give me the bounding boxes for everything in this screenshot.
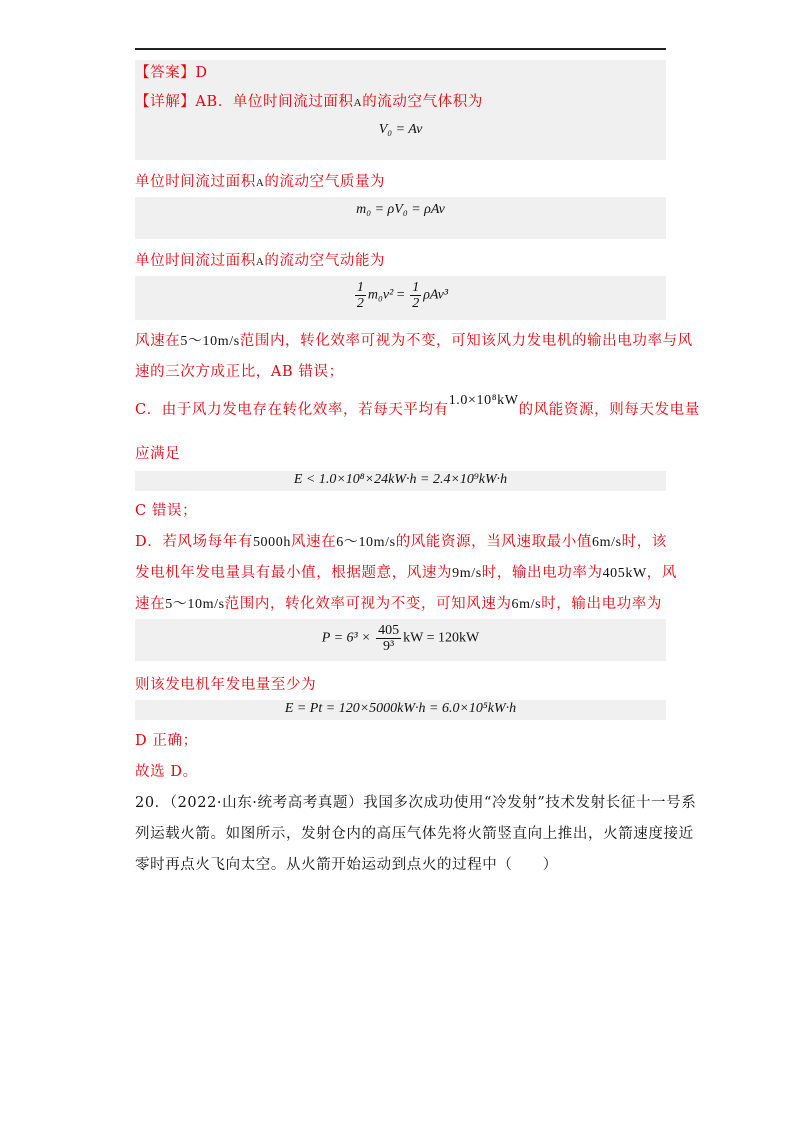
option-c-line-1: C．由于风力发电存在转化效率，若每天平均有1.0×10⁸kW的风能资源，则每天发电量: [135, 393, 700, 418]
choose-d: 故选 D。: [135, 764, 198, 780]
question-20-line-3: 零时再点火飞向太空。从火箭开始运动到点火的过程中（ ）: [135, 857, 558, 873]
answer-value: D: [195, 65, 208, 81]
equals-sign: =: [396, 287, 405, 303]
ke-line: [135, 251, 666, 272]
detail-text-2: 的流动空气体积为: [362, 94, 483, 110]
mass-line: [135, 172, 666, 193]
math-inline: 1.0×10⁸kW: [448, 393, 519, 408]
answer-tag: 【答案】: [135, 65, 196, 81]
wind-line-2: 速的三次方成正比，AB 错误；: [135, 364, 344, 380]
mass-text: 单位时间流过面积: [135, 174, 256, 190]
option-d-line-2: 发电机年发电量具有最小值，根据题意，风速为9m/s时，输出电功率为405kW，风: [135, 565, 677, 581]
symbol-a: A: [255, 256, 265, 268]
ke-right: ρAv³: [423, 287, 449, 303]
equation-energy-year: E = Pt = 120×5000kW·h = 6.0×10⁵kW·h: [284, 701, 517, 716]
math-inline: 5～10m/s: [180, 334, 240, 349]
fraction-half-2: $\frac{1}{2}$: [412, 280, 420, 311]
option-d-line-1: D．若风场每年有5000h风速在6～10m/s的风能资源，当风速取最小值6m/s时，该: [135, 534, 667, 550]
answer-line: [135, 63, 666, 83]
question-20-line-2: 列运载火箭。如图所示，发射仓内的高压气体先将火箭竖直向上推出，火箭速度接近: [135, 826, 694, 842]
ke-left: m₀v²: [367, 287, 394, 303]
option-d-line-3: 速在5～10m/s范围内，转化效率可视为不变，可知风速为6m/s时，输出电功率为: [135, 596, 662, 612]
symbol-a: A: [255, 177, 265, 189]
wind-line-1: 风速在5～10m/s范围内，转化效率可视为不变，可知该风力发电机的输出电功率与风: [135, 333, 693, 349]
ke-text: 单位时间流过面积: [135, 253, 256, 269]
equation-ke: [135, 280, 666, 311]
detail-tag: 【详解】: [135, 94, 196, 110]
year-line: 则该发电机年发电量至少为: [135, 677, 317, 693]
equation-power: P = 6³ × $\frac{405}{\text{9³}}$ kW = 120kW: [321, 623, 480, 654]
fraction-power: $\frac{405}{\text{9³}}$: [378, 623, 400, 654]
fraction-half: $\frac{1}{2}$: [356, 280, 364, 311]
c-wrong: C 错误；: [135, 503, 198, 519]
detail-text: AB．单位时间流过面积: [195, 94, 354, 110]
option-c-line-2: 应满足: [135, 446, 181, 462]
question-20-line-1: 20．（2022·山东·统考高考真题）我国多次成功使用“冷发射”技术发射长征十一号系: [135, 795, 697, 811]
detail-line: [135, 92, 666, 113]
equation-energy-day: E < 1.0×10⁸×24kW·h = 2.4×10⁹kW·h: [293, 472, 508, 487]
mass-text-2: 的流动空气质量为: [264, 174, 386, 190]
ke-text-2: 的流动空气动能为: [264, 253, 386, 269]
equation-volume: V₀ = Av: [378, 122, 423, 137]
header-rule: [135, 48, 666, 50]
symbol-a: A: [353, 97, 363, 109]
d-correct: D 正确；: [135, 733, 198, 749]
equation-mass: m₀ = ρV₀ = ρAv: [356, 202, 445, 217]
